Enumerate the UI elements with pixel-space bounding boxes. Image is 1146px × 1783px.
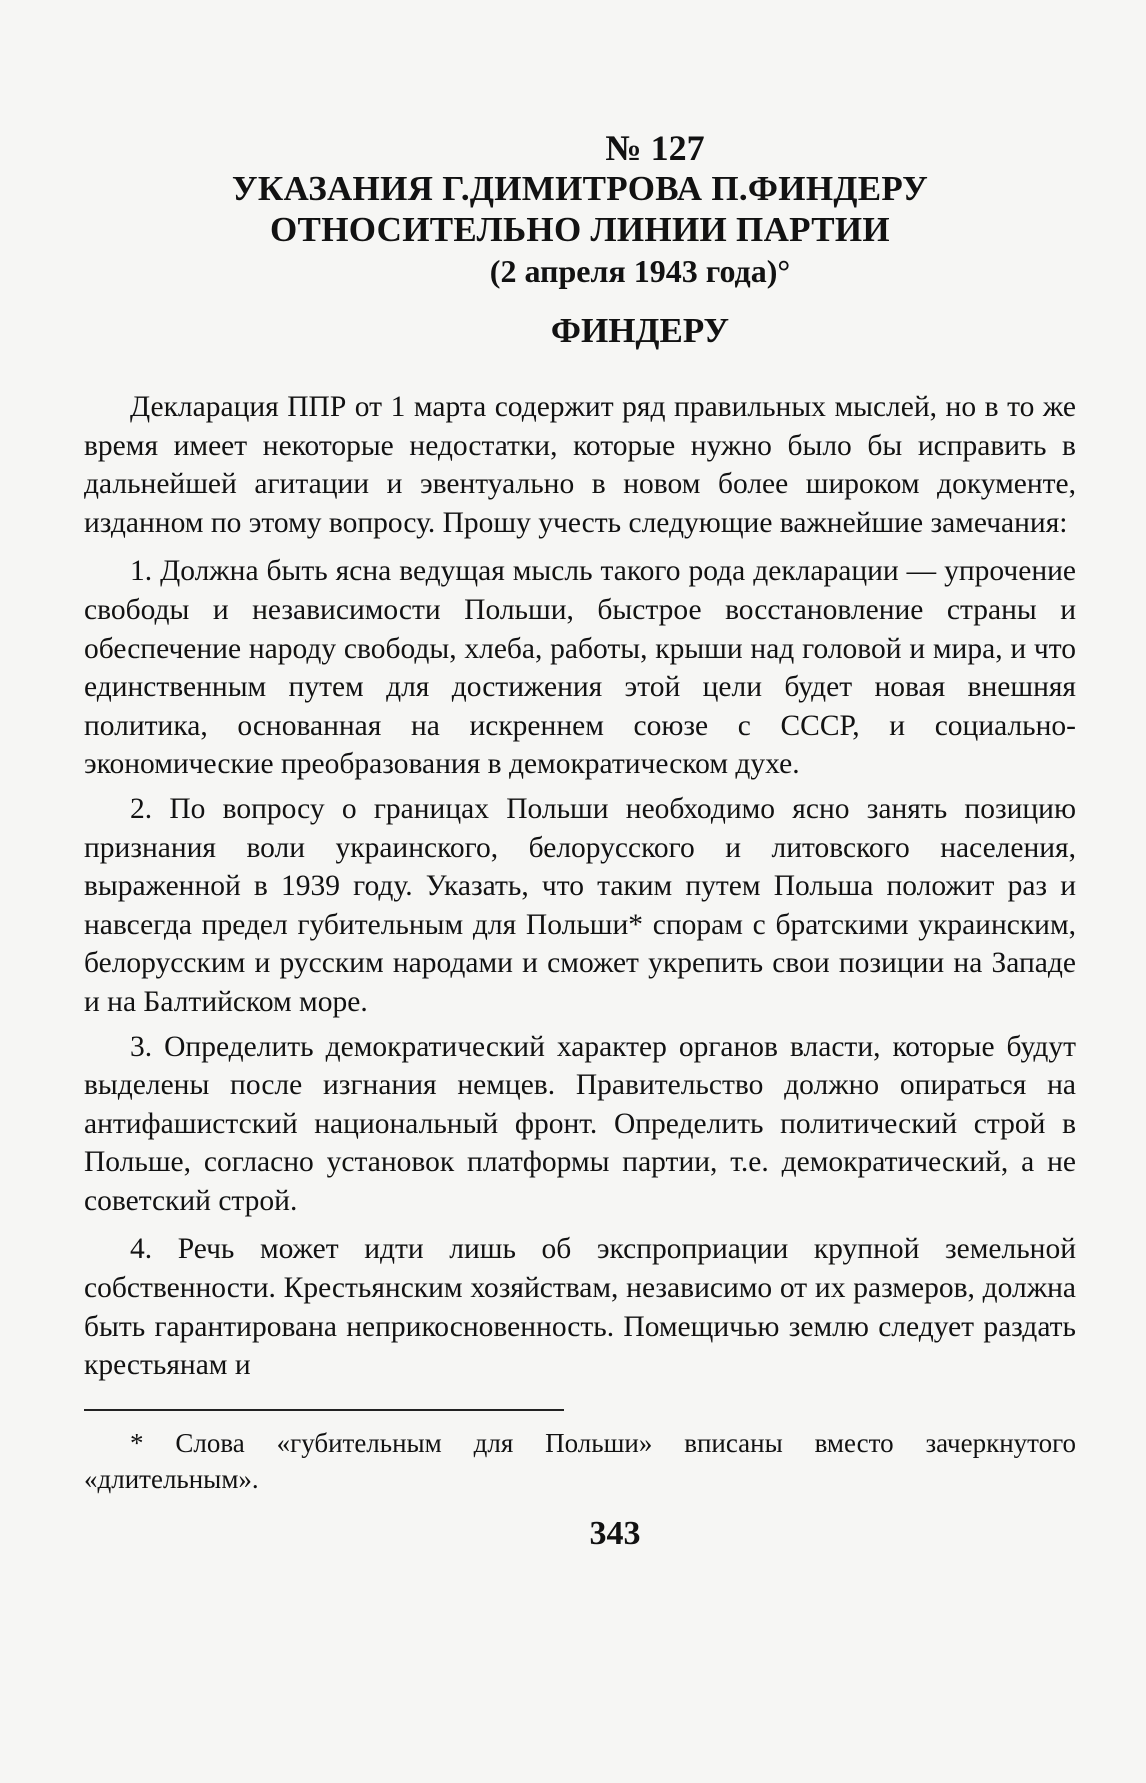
paragraph-intro: Декларация ППР от 1 марта содержит ряд правильных мыслей, но в то же время имеет некоторые недостатки, которые нужно было бы исправить в дальнейшей агитации и эвентуально в новом более широком документе, изданном по этому вопросу. Прошу учесть следующие важнейшие замечания: — [84, 391, 1076, 539]
paragraph-point-2: 2. По вопросу о границах Польши необходимо ясно занять позицию признания воли украинского, белорусского и литовского населения, выраженной в 1939 году. Указать, что таким путем Польша положит раз и навсегда предел губительным для Польши* спорам с братскими украинским, белорусским и русским народами и сможет укрепить свои позиции на Западе и на Балтийском море. — [84, 792, 1076, 1018]
document-title-line-1: УКАЗАНИЯ Г.ДИМИТРОВА П.ФИНДЕРУ — [231, 169, 929, 208]
footnote-divider — [84, 1409, 564, 1411]
document-title-line-2: ОТНОСИТЕЛЬНО ЛИНИИ ПАРТИИ — [270, 210, 890, 249]
paragraph-point-4: 4. Речь может идти лишь об экспроприации крупной земельной собственности. Крестьянским хозяйствам, независимо от их размеров, должна быть гарантирована неприкосновенность. Помещичью землю следует раздать крестьянам и — [84, 1233, 1076, 1382]
paragraph-point-1: 1. Должна быть ясна ведущая мысль такого рода декларации — упрочение свободы и независимости Польши, быстрое восстановление страны и обеспечение народу свободы, хлеба, работы, крыши над головой и мира, и что единственным путем для достижения этой цели будет новая внешняя политика, основанная на искреннем союзе с СССР, и социально-экономические преобразования в демократическом духе. — [84, 555, 1076, 781]
document-date: (2 апреля 1943 года)° — [489, 253, 791, 289]
paragraph-point-3: 3. Определить демократический характер органов власти, которые будут выделены после изгнания немцев. Правительство должно опираться на антифашистский национальный фронт. Определить политический строй в Польше, согласно установок платформы партии, т.е. демократический, а не советский строй. — [84, 1030, 1076, 1217]
document-addressee: ФИНДЕРУ — [550, 311, 730, 350]
document-number: № 127 — [605, 128, 705, 168]
footnote: * Слова «губительным для Польши» вписаны вместо зачеркнутого «длительным». — [84, 1427, 1076, 1494]
document-page — [84, 128, 1076, 1553]
document-body — [84, 388, 1076, 1385]
page-number: 343 — [589, 1514, 641, 1552]
